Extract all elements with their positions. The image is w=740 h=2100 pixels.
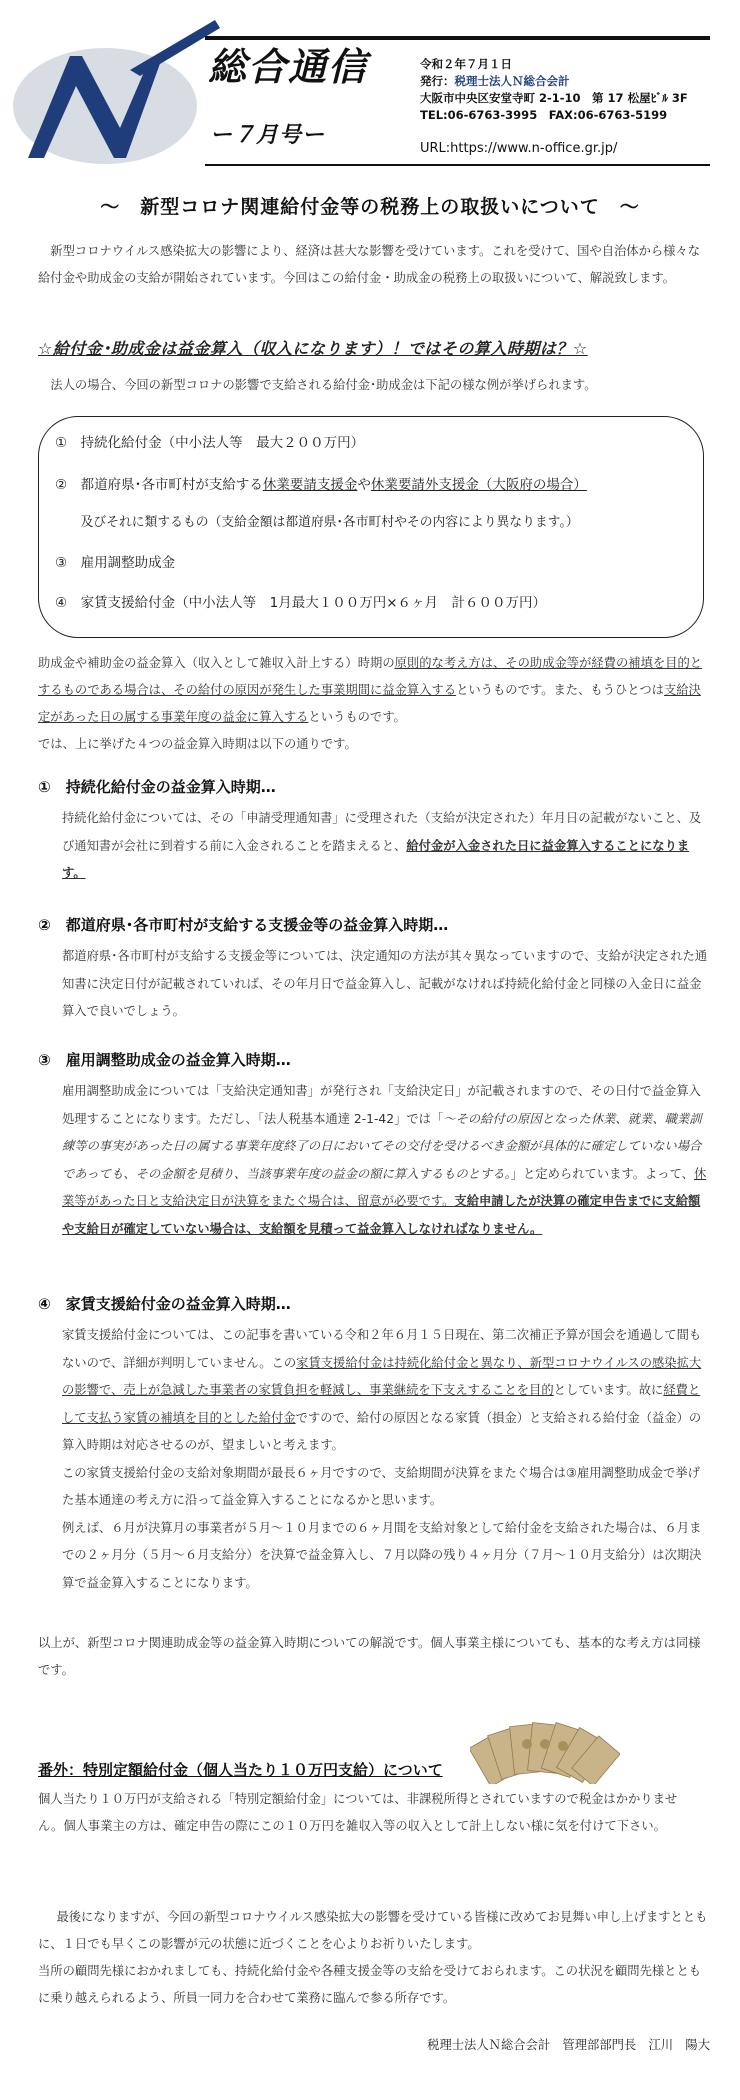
header-rule [205, 36, 710, 40]
issue-date: 令和２年７月１日 [420, 57, 512, 71]
list-item: ③ 雇用調整助成金 [55, 555, 176, 571]
website-url[interactable]: URL:https://www.n-office.gr.jp/ [420, 141, 618, 156]
address: 大阪市中央区安堂寺町 2-1-10 第 17 松屋ﾋﾞﾙ 3F [420, 91, 688, 105]
list-item: ④ 家賃支援給付金（中小法人等 1月最大１００万円×６ヶ月 計６００万円） [55, 595, 547, 611]
publisher-name: 税理士法人Ｎ総合会計 [454, 74, 570, 88]
summary-paragraph: 以上が、新型コロナ関連助成金等の益金算入時期についての解説です。個人事業主様についても、基本的な考え方は同様です。 [38, 1636, 701, 1677]
list-item: ① 持続化給付金（中小法人等 最大２００万円） [55, 435, 365, 451]
closing-paragraph: 最後になりますが、今回の新型コロナウイルス感染拡大の影響を受けている皆様に改めてお見舞い申し上げますとともに、１日でも早くこの影響が元の状態に近づくことを心よりお祈りいたします。 当所の顧問先様におかれましても、持続化給付金や各種支援金等の支給を受けておられます。この状況を顧問先様とともに乗り越えられるよう、所員一同力を合わせて業務に臨んで参る所存です。 [38, 1910, 708, 2005]
header-rule-bottom [205, 164, 710, 166]
section-subtitle: ☆給付金･助成金は益金算入（収入になります）！ではその算入時期は？☆ [38, 339, 588, 358]
section-body: 家賃支援給付金については、この記事を書いている令和２年６月１５日現在、第二次補正予算が国会を通過して間もないので、詳細が判明していません。この家賃支援給付金は持続化給付金と異なり、新型コロナウイルスの感染拡大の影響で、売上が急減した事業者の家賃負担を軽減し、事業継続を下支えすることを目的としています。故に経費として支払う家賃の補填を目的とした給付金ですので、給付の原因となる家賃（損金）と支給される給付金（益金）の算入時期は対応させるのが、望ましいと考えます。 この家賃支援給付金の支給対象期間が最長６ヶ月ですので、支給期間が決算をまたぐ場合は③雇用調整助成金で挙げた基本通達の考え方に沿って益金算入することになるかと思います。 例えば、６月が決算月の事業者が５月～１０月までの６ヶ月間を支給対象として給付金を支給された場合は、６月までの２ヶ月分（５月～６月支給分）を決算で益金算入し、７月以降の残り４ヶ月分（７月～１０月支給分）は次期決算で益金算入することになります。 [62, 1328, 702, 1590]
section-body: 都道府県･各市町村が支給する支援金等については、決定通知の方法が其々異なっていますので、支給が決定された通知書に決定日付が記載されていれば、その年月日で益金算入し、記載がなければ持続化給付金と同様の入金日に益金算入で良いでしょう。 [62, 949, 708, 1018]
article-title: ～ 新型コロナ関連給付金等の税務上の取扱いについて ～ [100, 196, 640, 218]
intro-paragraph: 新型コロナウイルス感染拡大の影響により、経済は甚大な影響を受けています。これを受けて、国や自治体から様々な給付金や助成金の支給が開始されています。今回はこの給付金・助成金の税務上の取扱いについて、解説致します。 [38, 244, 701, 285]
publisher-line: 発行：税理士法人Ｎ総合会計 [420, 74, 570, 88]
principle-paragraph: 助成金や補助金の益金算入（収入として雑収入計上する）時期の原則的な考え方は、その助成金等が経費の補填を目的とするものである場合は、その給付の原因が発生した事業期間に益金算入するというものです。また、もうひとつは支給決定があった日の属する事業年度の益金に算入するというものです。 では、上に挙げた４つの益金算入時期は以下の通りです。 [38, 656, 703, 751]
issue-label: ー７月号ー [210, 122, 326, 148]
signature: 税理士法人Ｎ総合会計 管理部部門長 江川 陽大 [427, 2038, 710, 2052]
banknotes-icon [470, 1720, 620, 1784]
section-heading: ③ 雇用調整助成金の益金算入時期… [38, 1051, 291, 1069]
section-heading: ④ 家賃支援給付金の益金算入時期… [38, 1295, 291, 1313]
subtitle-lead: 法人の場合、今回の新型コロナの影響で支給される給付金･助成金は下記の様な例が挙げられます。 [50, 378, 597, 392]
section-body: 雇用調整助成金については「支給決定通知書」が発行され「支給決定日」が記載されますので、その日付で益金算入処理することになります。ただし、「法人税基本通達 2-1-42」では「～その給付の原因となった休業、就業、職業訓練等の事実があった日の属する事業年度終了の日においてその交付を受けるべき金額が具体的に確定していない場合であっても、その金額を見積り、当該事業年度の益金の額に算入するものとする。」と定められています。よって、休業等があった日と支給決定日が決算をまたぐ場合は、留意が必要です。支給申請したが決算の確定申告までに支給額や支給日が確定していない場合は、支給額を見積って益金算入しなければなりません。 [62, 1084, 707, 1236]
bonus-heading: 番外：特別定額給付金（個人当たり１０万円支給）について [38, 1761, 443, 1779]
bonus-paragraph: 個人当たり１０万円が支給される「特別定額給付金」については、非課税所得とされていますので税金はかかりません。個人事業主の方は、確定申告の際にこの１０万円を雑収入等の収入として計上しない様に気を付けて下さい。 [38, 1792, 678, 1833]
list-item: ② 都道府県･各市町村が支給する休業要請支援金や休業要請外支援金（大阪府の場合） [55, 477, 587, 493]
grant-list-box [38, 416, 704, 638]
newsletter-title: 総合通信 [208, 44, 369, 89]
list-item-continued: 及びそれに類するもの（支給金額は都道府県･各市町村やその内容により異なります。） [55, 515, 579, 530]
newsletter-header [0, 0, 740, 175]
section-heading: ② 都道府県･各市町村が支給する支援金等の益金算入時期… [38, 916, 449, 934]
n-logo-icon [10, 18, 230, 168]
tel-fax: TEL:06-6763-3995 FAX:06-6763-5199 [420, 108, 668, 122]
section-body: 持続化給付金については、その「申請受理通知書」に受理された（支給が決定された）年月日の記載がないこと、及び通知書が会社に到着する前に入金されることを踏まえると、給付金が入金された日に益金算入することになります。 [62, 811, 702, 880]
publisher-block [420, 56, 688, 124]
section-heading: ① 持続化給付金の益金算入時期… [38, 778, 276, 796]
